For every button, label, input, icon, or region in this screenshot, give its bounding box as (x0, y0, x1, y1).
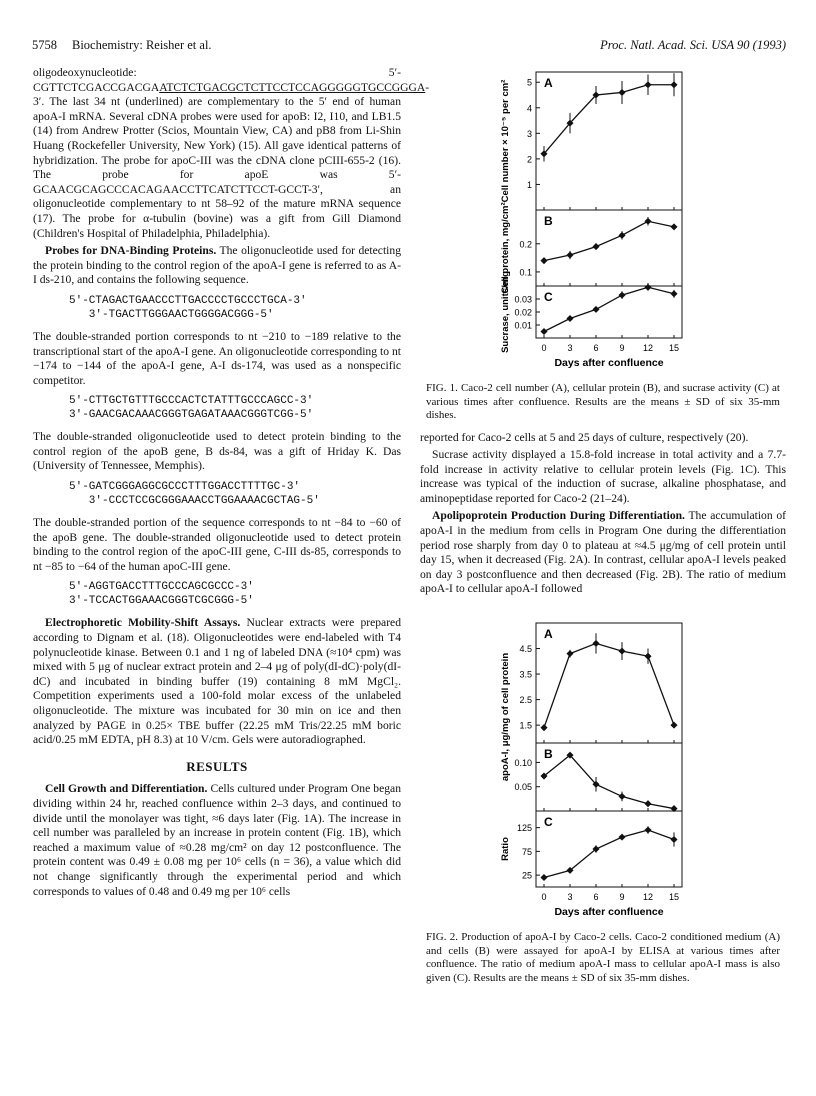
x-tick-label: 3 (567, 343, 573, 353)
journal-title: Biochemistry: Reisher et al. (72, 38, 212, 52)
x-tick-label: 12 (642, 343, 654, 353)
series-line (544, 287, 674, 331)
series-line (544, 755, 674, 808)
x-axis-label: Days after confluence (554, 906, 664, 919)
probes-heading: Probes for DNA-Binding Proteins. (45, 244, 217, 258)
panel-label: A (544, 76, 553, 90)
data-point (618, 232, 625, 239)
panel-frame (536, 210, 682, 286)
sequence-a1-ds174: 5′-CTTGCTGTTTGCCCACTCTATTTGCCCAGCC-3′ 3′-GAACGACAAACGGGTGAGATAAACGGGTCGG-5′ (69, 395, 314, 422)
panel-frame (536, 743, 682, 811)
y-tick-label: 0.05 (514, 782, 532, 793)
y-tick-label: 0.1 (519, 267, 532, 278)
x-tick-label: 3 (567, 892, 573, 903)
data-point (540, 328, 547, 335)
data-point (566, 650, 573, 657)
data-point (670, 223, 677, 230)
y-tick-label: 0.02 (514, 307, 532, 318)
growth-paragraph: Cell Growth and Differentiation. Cells cultured under Program One began dividing within 24 hr, reached confluence within 2–3 days, and continued to divide until the monolayer was tight, ≈6 days later (Fig. 1A). The increase in cell number was paralleled by an increase in protein content (Fig. 1B), which reached a maximum value of ≈0.28 mg/cm² on day 12 postconfluence. The protein content was 0.49 ± 0.08 mg per 10⁶ cells (n = 36), a value which did not change significantly through the experimental period and which corresponds to values of 0.48 and 0.49 mg per 10⁶ cells (33, 782, 401, 898)
data-point (644, 81, 651, 88)
series-line (544, 221, 674, 260)
paragraph: reported for Caco-2 cells at 5 and 25 days of culture, respectively (20). (420, 430, 749, 444)
x-tick-label: 15 (668, 892, 680, 903)
x-tick-label: 6 (593, 892, 599, 903)
data-point (540, 724, 547, 731)
emsa-heading: Electrophoretic Mobility-Shift Assays. (45, 616, 241, 630)
panel-label: B (544, 747, 553, 762)
data-point (670, 836, 677, 843)
data-point (540, 874, 547, 881)
y-tick-label: 0.01 (514, 320, 532, 331)
data-point (670, 81, 677, 88)
apo-heading: Apolipoprotein Production During Differentiation. (432, 509, 685, 523)
figure-2-chart (420, 605, 786, 927)
data-point (566, 315, 573, 322)
y-tick-label: 0.03 (514, 294, 532, 305)
figure-1-caption: FIG. 1. Caco-2 cell number (A), cellular protein (B), and sucrase activity (C) at various times after confluence. Results are the means ± SD of six 35-mm dishes. (426, 382, 780, 421)
paragraph: The double-stranded oligonucleotide used to detect protein binding to the control region of the apoB gene, B ds-84, was a gift of Hriday K. Das (University of Tennessee, Memphis). (33, 430, 401, 473)
panel-label: B (544, 214, 553, 228)
panel-label: C (544, 290, 553, 304)
data-point (592, 306, 599, 313)
series-line (544, 643, 674, 727)
data-point (592, 640, 599, 647)
figure-1-chart (420, 66, 786, 378)
sequence-b-ds84: 5′-GATCGGGAGGCGCCCTTTGGACCTTTTGC-3′ 3′-CCCTCCGCGGGAAACCTGGAAAACGCTAG-5′ (69, 481, 320, 508)
data-point (644, 800, 651, 807)
data-point (670, 722, 677, 729)
data-point (618, 834, 625, 841)
data-point (566, 252, 573, 259)
panel-frame (536, 286, 682, 338)
page-header (32, 38, 786, 56)
y-axis-label: Sucrase, units/mg (500, 271, 511, 353)
x-tick-label: 15 (668, 343, 680, 353)
panel-label: C (544, 815, 553, 830)
x-tick-label: 9 (619, 892, 625, 903)
results-heading: RESULTS (186, 758, 248, 774)
data-point (618, 793, 625, 800)
y-tick-label: 3 (526, 128, 532, 139)
y-tick-label: 25 (521, 870, 532, 881)
y-tick-label: 1 (526, 179, 532, 190)
probes-paragraph: Probes for DNA-Binding Proteins. The oligonucleotide used for detecting the protein binding to the control region of the apoA-I gene is referred to as A-I ds-210, and contains the following sequence. (33, 244, 401, 287)
data-point (644, 826, 651, 833)
paragraph: The double-stranded portion of the sequence corresponds to nt −84 to −60 of the apoB gene. The double-stranded oligonucleotide used to detect protein binding to the control region of the apoC-III gene, C-III ds-85, corresponds to nt −85 to −64 of the human apoC-III gene. (33, 516, 401, 573)
x-tick-label: 6 (593, 343, 599, 353)
series-line (544, 85, 674, 154)
apo-paragraph: Apolipoprotein Production During Differentiation. The accumulation of apoA-I in the medium from cells in Program One during the differentiation period rose sharply from day 0 to plateau at ≈4.5 μg/mg of cell protein until day 15, when it decreased (Fig. 2A). In contrast, cellular apoA-I levels peaked on day 3 postconfluence and then decreased (Fig. 2B). The ratio of medium apoA-I to cellular apoA-I followed (420, 509, 786, 596)
panel-frame (536, 811, 682, 887)
y-tick-label: 125 (516, 823, 532, 834)
data-point (618, 89, 625, 96)
sucrase-paragraph: Sucrase activity displayed a 15.8-fold increase in total activity and a 7.7-fold increase in activity relative to cellular protein levels (Fig. 1C). This increase was typical of the induction of sucrase, alkaline phosphatase, and aminopeptidase reported for Caco-2 (21–24). (420, 448, 786, 505)
data-point (644, 653, 651, 660)
y-tick-label: 75 (521, 846, 532, 857)
left-column (33, 66, 430, 902)
x-tick-label: 0 (541, 343, 547, 353)
y-tick-label: 3.5 (519, 669, 532, 680)
data-point (670, 290, 677, 297)
y-tick-label: 5 (526, 77, 532, 88)
y-tick-label: 0.10 (514, 757, 532, 768)
y-axis-label: Ratio (500, 837, 511, 861)
data-point (592, 243, 599, 250)
running-title: Proc. Natl. Acad. Sci. USA 90 (1993) (600, 38, 786, 52)
y-tick-label: 4 (526, 103, 532, 114)
data-point (644, 218, 651, 225)
emsa-paragraph: Electrophoretic Mobility-Shift Assays. Nuclear extracts were prepared according to Dignam et al. (18). Oligonucleotides were end-labeled with T4 polynucleotide kinase. Between 0.1 and 1 ng of labeled DNA (≈10⁴ cpm) was mixed with 5 μg of nuclear extract protein and 2–4 μg of poly(dI-dC)·poly(dI-dC) and incubated in binding buffer (19) containing 8 mM MgCl₂. Competition experiments used a 100-fold molar excess of the unlabeled oligonucleotide. The mixture was incubated for 30 min on ice and then analyzed by PAGE in 0.25× TBE buffer (22.25 mM Tris/22.25 mM boric acid/0.25 mM EDTA, pH 8.3) at 10 V/cm. Gels were autoradiographed. (33, 616, 401, 747)
y-tick-label: 0.2 (519, 239, 532, 250)
sequence-a1-ds210: 5′-CTAGACTGAACCCTTGACCCCTGCCCTGCA-3′ 3′-TGACTTGGGAACTGGGGACGGG-5′ (69, 294, 307, 321)
methods-paragraph: oligodeoxynucleotide: 5′-CGTTCTCGACCGACGAATCTCTGACGCTCTTCCTCCAGGGGGTGCCGGGA-3′. The last 34 nt (underlined) are complementary to the 5′ end of human apoA-I mRNA. Several cDNA probes were used for apoB: I2, I10, and LB1.5 (14) from Andrew Protter (Scios, Mountain View, CA) and pB8 from Li-Shin Huang (Rockefeller University, New York) (15). All gave identical patterns of hybridization. The probe for apoC-III was the cDNA clone pCIII-655-2 (16). The probe for apoE was 5′-GCAACGCAGCCCACAGAACCTTCATCTTCCT-GCCT-3′, an oligonucleotide complementary to nt 58–92 of the mature mRNA sequence (17). The probe for α-tubulin (bovine) was a gift from Gill Diamond (Children's Hospital of Philadelphia, Philadelphia). (33, 66, 430, 240)
y-axis-label: Cell number × 10⁻⁵ per cm² (500, 79, 511, 203)
y-axis-label: apoA-I, μg/mg of cell protein (500, 652, 511, 782)
y-tick-label: 2.5 (519, 695, 532, 706)
data-point (618, 648, 625, 655)
paragraph: The double-stranded portion corresponds to nt −210 to −189 relative to the transcriptional start of the apoA-I gene. An oligonucleotide corresponding to nt −174 to −144 of the apoA-I gene, A-I ds-174, was used as a nonspecific competitor. (33, 329, 401, 387)
data-point (644, 284, 651, 291)
x-tick-label: 9 (619, 343, 625, 353)
y-tick-label: 2 (526, 154, 532, 165)
panel-frame (536, 72, 682, 210)
right-column (420, 66, 786, 993)
y-tick-label: 1.5 (519, 720, 532, 731)
data-point (618, 292, 625, 299)
panel-label: A (544, 627, 553, 642)
y-tick-label: 4.5 (519, 644, 532, 655)
series-line (544, 830, 674, 878)
x-tick-label: 0 (541, 892, 547, 903)
x-tick-label: 12 (642, 892, 654, 903)
figure-2-caption: FIG. 2. Production of apoA-I by Caco-2 cells. Caco-2 conditioned medium (A) and cells (B) were assayed for apoA-I by ELISA at various times after confluence. The ratio of medium apoA-I mass to cellular apoA-I mass is also given (C). Results are the means ± SD of six 35-mm dishes. (426, 931, 780, 984)
panel-frame (536, 623, 682, 743)
sequence-c3-ds85: 5′-AGGTGACCTTTGCCCAGCGCCC-3′ 3′-TCCACTGGAAACGGGTCGCGGG-5′ (69, 581, 254, 608)
y-axis-label: Cell protein, mg/cm² (500, 202, 511, 294)
growth-heading: Cell Growth and Differentiation. (45, 782, 208, 796)
x-axis-label: Days after confluence (554, 357, 664, 369)
page-number: 5758 (32, 38, 57, 52)
data-point (540, 257, 547, 264)
